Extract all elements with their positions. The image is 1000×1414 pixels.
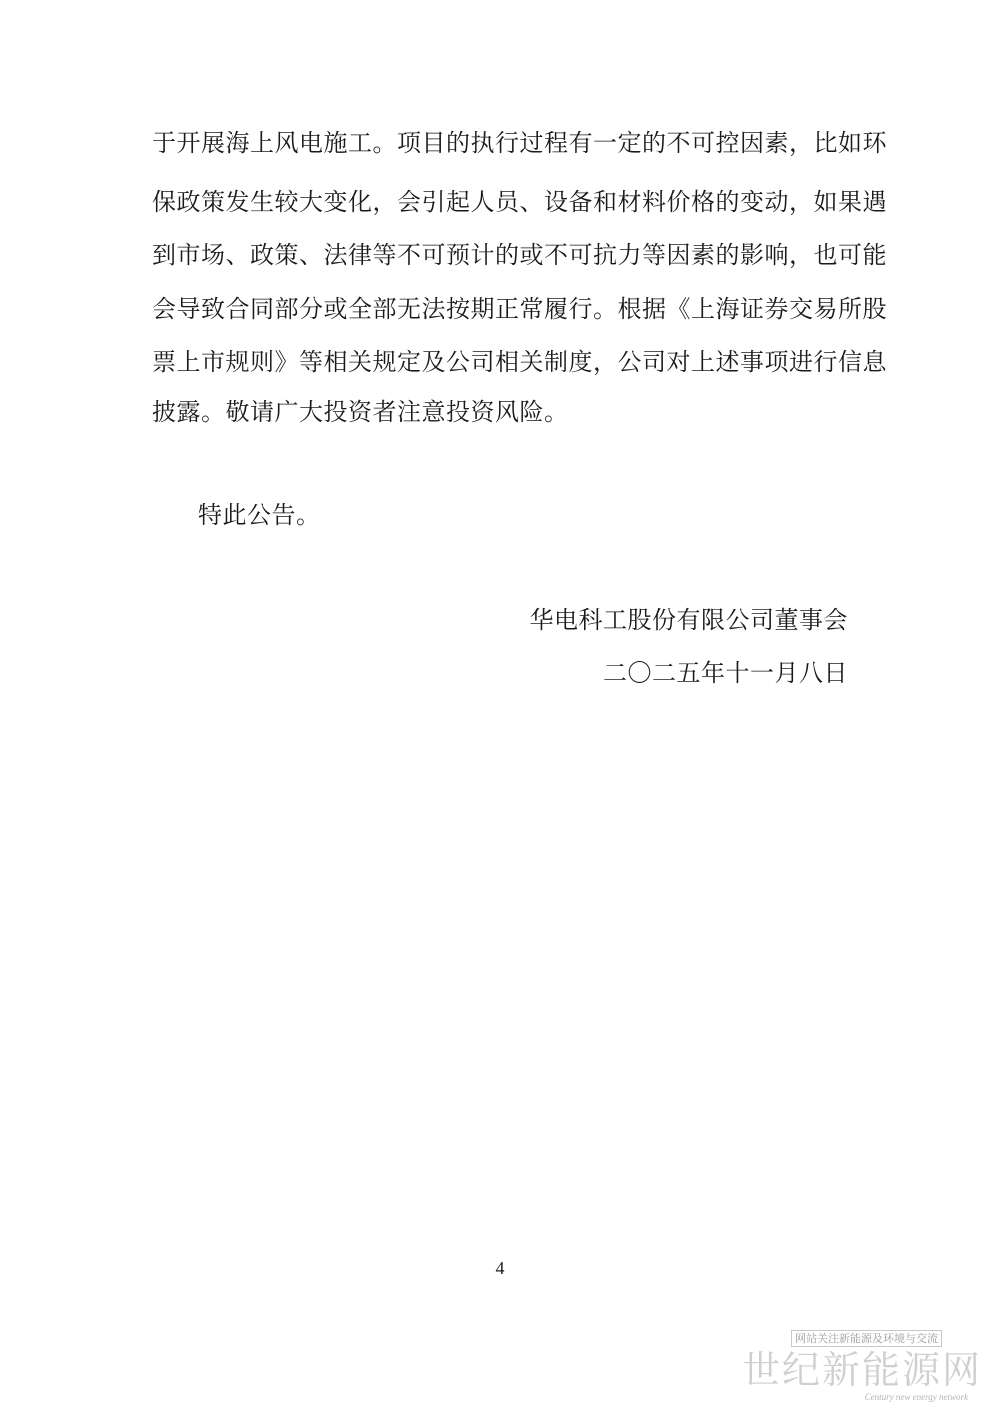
page-number: 4 — [495, 1258, 505, 1278]
closing-statement: 特此公告。 — [198, 501, 321, 529]
paragraph-line-5: 票上市规则》等相关规定及公司相关制度，公司对上述事项进行信息 — [152, 348, 887, 376]
watermark-english: Century new energy network — [864, 1392, 968, 1402]
paragraph-line-3: 到市场、政策、法律等不可预计的或不可抗力等因素的影响，也可能 — [152, 241, 887, 269]
paragraph-line-1: 于开展海上风电施工。项目的执行过程有一定的不可控因素，比如环 — [152, 129, 887, 157]
signatory: 华电科工股份有限公司董事会 — [529, 606, 848, 634]
watermark-logo: 世纪新能源网 — [741, 1348, 982, 1392]
paragraph-line-6: 披露。敬请广大投资者注意投资风险。 — [152, 398, 569, 426]
signature-date: 二〇二五年十一月八日 — [603, 659, 848, 687]
watermark — [741, 1330, 982, 1408]
paragraph-line-4: 会导致合同部分或全部无法按期正常履行。根据《上海证券交易所股 — [152, 295, 887, 323]
paragraph-line-2: 保政策发生较大变化，会引起人员、设备和材料价格的变动，如果遇 — [152, 188, 887, 216]
watermark-slogan: 网站关注新能源及环境与交流 — [791, 1330, 942, 1347]
